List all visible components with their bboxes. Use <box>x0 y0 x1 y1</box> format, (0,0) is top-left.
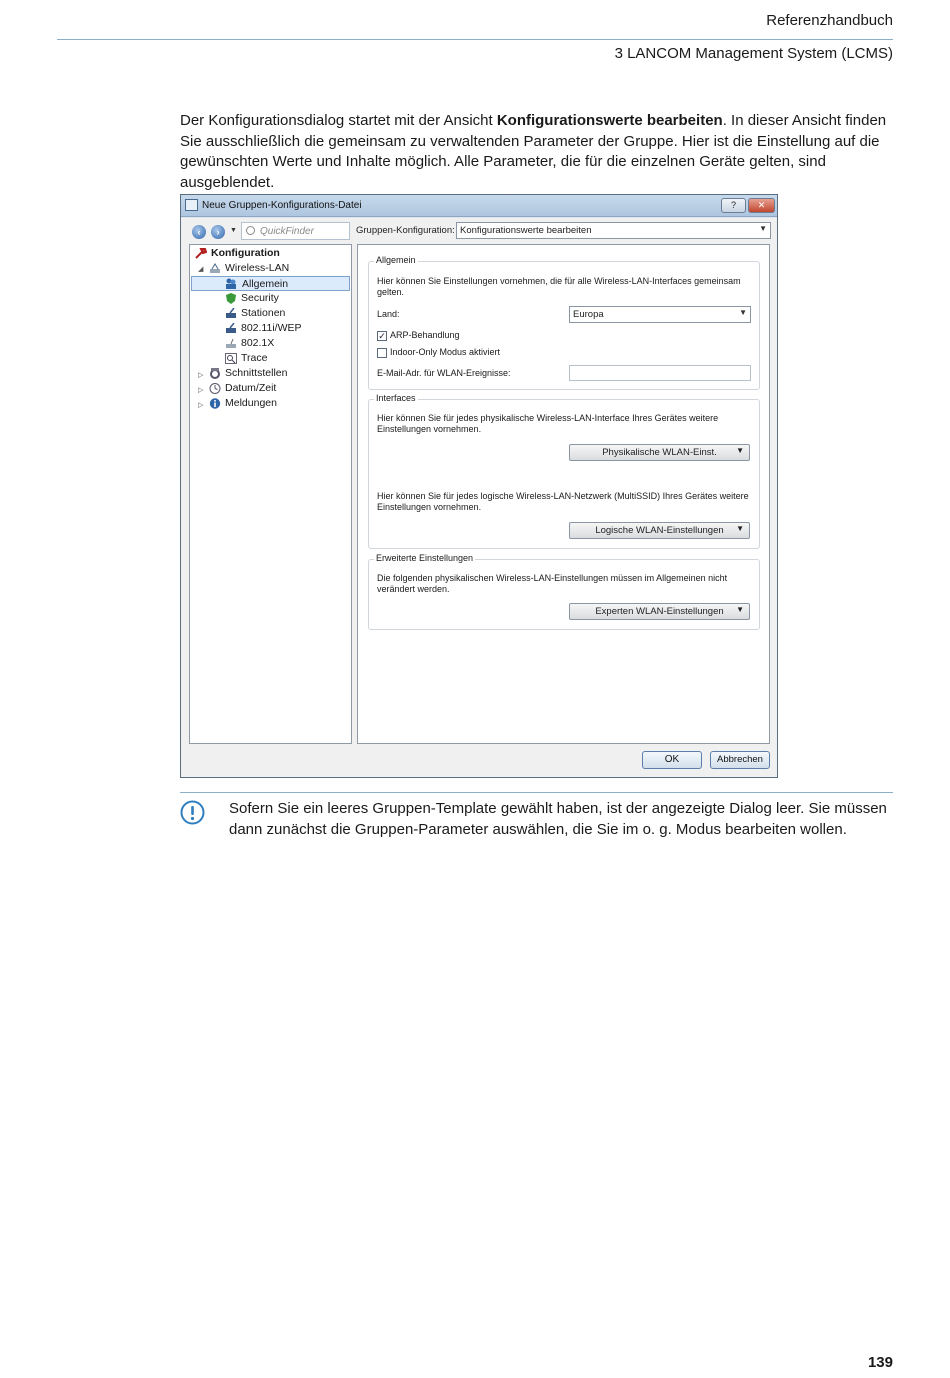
indoor-checkbox[interactable] <box>377 348 387 358</box>
chevron-down-icon: ▼ <box>736 605 744 614</box>
dialog-body <box>181 218 777 777</box>
expander-closed-icon[interactable]: ▷ <box>198 402 204 409</box>
group-config-label: Gruppen-Konfiguration: <box>356 225 455 236</box>
chevron-down-icon: ▼ <box>739 308 747 317</box>
group-description: Hier können Sie für jedes physikalische Wireless-LAN-Interface Ihres Gerätes weitere Einstellungen vornehmen. <box>377 413 719 434</box>
clock-icon <box>209 383 221 394</box>
land-select[interactable]: Europa ▼ <box>569 306 751 323</box>
dialog-titlebar[interactable] <box>181 195 777 217</box>
users-icon <box>225 278 237 289</box>
group-title: Interfaces <box>376 393 416 403</box>
magnifier-icon <box>225 353 237 364</box>
note-text: Sofern Sie ein leeres Gruppen-Template gewählt haben, ist der angezeigte Dialog leer. Sie müssen dann zunächst die Gruppen-Parameter auswählen, die Sie im o. g. Modus bearbeiten wollen. <box>229 800 887 838</box>
intro-paragraph: Der Konfigurationsdialog startet mit der Ansicht Konfigurationswerte bearbeiten. In dieser Ansicht finden Sie ausschließlich die gemeinsam zu verwaltenden Parameter der Gruppe. Hier ist die Einstellung auf die gewünschten Werte und Inhalte möglich. Alle Parameter, die für die einzelnen Geräte gelten, sind ausgeblendet. <box>180 112 887 191</box>
group-title: Erweiterte Einstellungen <box>376 553 474 563</box>
group-config-select[interactable]: Konfigurationswerte bearbeiten ▼ <box>456 222 771 239</box>
arp-label: ARP-Behandlung <box>390 330 460 340</box>
group-description: Hier können Sie Einstellungen vornehmen, die für alle Wireless-LAN-Interfaces gemeinsam gelten. <box>377 276 741 297</box>
indoor-label: Indoor-Only Modus aktiviert <box>390 347 501 357</box>
device-icon <box>225 338 237 349</box>
info-icon <box>180 800 205 825</box>
station-icon <box>225 308 237 319</box>
search-icon <box>246 226 255 235</box>
cancel-button[interactable]: Abbrechen <box>710 751 770 769</box>
station-icon <box>225 323 237 334</box>
group-erweitert <box>368 553 760 630</box>
expander-closed-icon[interactable]: ▷ <box>198 387 204 394</box>
forward-arrow-icon[interactable]: › <box>211 225 225 239</box>
group-description: Hier können Sie für jedes logische Wireless-LAN-Netzwerk (MultiSSID) Ihres Gerätes weitere Einstellungen vornehmen. <box>377 491 749 512</box>
group-allgemein <box>368 255 760 390</box>
config-tree: Konfiguration ◢ Wireless-LAN Allgemein Security Stationen 802.11i/WEP 802.1X Trace ▷ Schnittstellen ▷ Datum/Zeit ▷ Meldungen <box>189 244 352 744</box>
history-dropdown-icon[interactable]: ▼ <box>230 227 237 234</box>
intro-bold-term: Konfigurationswerte bearbeiten <box>496 112 723 129</box>
land-label: Land: <box>377 309 400 319</box>
arp-checkbox[interactable]: ✓ <box>378 331 386 341</box>
settings-panel <box>357 244 770 744</box>
expander-closed-icon[interactable]: ▷ <box>198 372 204 379</box>
email-field[interactable] <box>569 365 751 381</box>
physical-wlan-button[interactable]: Physikalische WLAN-Einst. ▼ <box>569 444 750 461</box>
help-button[interactable]: ? <box>721 198 746 213</box>
logical-wlan-button[interactable]: Logische WLAN-Einstellungen ▼ <box>569 522 750 539</box>
group-title: Allgemein <box>376 255 416 265</box>
wrench-icon <box>195 248 207 259</box>
group-description: Die folgenden physikalischen Wireless-LAN-Einstellungen müssen im Allgemeinen nicht verändert werden. <box>377 573 728 594</box>
header-rule <box>57 39 893 40</box>
chevron-down-icon: ▼ <box>736 524 744 533</box>
chevron-down-icon: ▼ <box>736 446 744 455</box>
ok-button[interactable]: OK <box>642 751 702 769</box>
wlan-icon <box>209 263 221 274</box>
tree-item-allgemein[interactable]: Allgemein <box>191 276 350 291</box>
shield-icon <box>225 293 237 304</box>
expander-open-icon[interactable]: ◢ <box>198 266 204 273</box>
group-interfaces <box>368 393 760 549</box>
page-number: 139 <box>867 1354 893 1371</box>
config-dialog <box>180 194 778 778</box>
chevron-down-icon: ▼ <box>759 224 767 233</box>
info-icon <box>209 398 221 409</box>
dialog-title: Neue Gruppen-Konfigurations-Datei <box>202 200 362 211</box>
quickfinder-input[interactable]: QuickFinder <box>241 222 350 240</box>
back-arrow-icon[interactable]: ‹ <box>192 225 206 239</box>
header-chapter: 3 LANCOM Management System (LCMS) <box>614 45 893 62</box>
interfaces-icon <box>209 368 221 379</box>
note-rule <box>180 792 893 793</box>
window-icon <box>185 199 198 211</box>
expert-wlan-button[interactable]: Experten WLAN-Einstellungen ▼ <box>569 603 750 620</box>
close-button[interactable]: ✕ <box>748 198 775 213</box>
email-label: E-Mail-Adr. für WLAN-Ereignisse: <box>377 368 511 378</box>
header-title: Referenzhandbuch <box>766 12 893 29</box>
